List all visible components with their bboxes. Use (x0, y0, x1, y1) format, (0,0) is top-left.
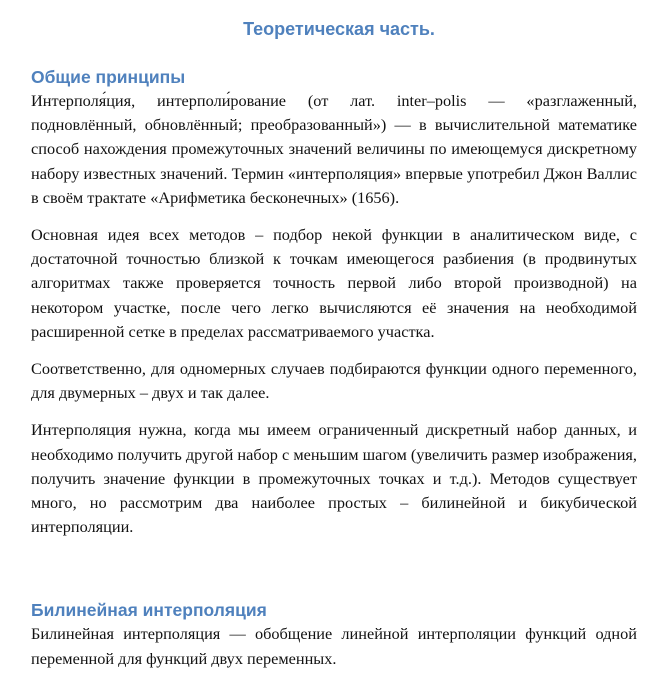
paragraph: Билинейная интерполяция — обобщение линейной интерполяции функций одной переменной для функций двух переменных. (31, 624, 637, 668)
section-general-principles (31, 65, 637, 539)
paragraph: Соответственно, для одномерных случаев подбираются функции одного переменного, для двумерных – двух и так далее. (31, 359, 637, 403)
paragraph: Основная идея всех методов – подбор некой функции в аналитическом виде, с достаточной точностью близкой к точкам имеющегося разбиения (в продвинутых алгоритмах также проверяется точность первой либо второй производной) на некотором участке, после чего легко вычисляются её значения на необходимой расширенной сетке в пределах рассматриваемого участка. (31, 225, 637, 341)
section-heading: Общие принципы (31, 67, 186, 87)
paragraph: Интерполя́ция, интерполи́рование (от лат. inter–polis — «разглаженный, подновлённый, обновлённый; преобразованный») — в вычислительной математике способ нахождения промежуточных значений величины по имеющемуся дискретному набору известных значений. Термин «интерполяция» впервые употребил Джон Валлис в своём трактате «Арифметика бесконечных» (1656). (31, 91, 637, 207)
document-title: Теоретическая часть. (243, 19, 435, 39)
section-bilinear-interpolation (31, 598, 637, 670)
paragraph: Интерполяция нужна, когда мы имеем ограниченный дискретный набор данных, и необходимо получить другой набор с меньшим шагом (увеличить размер изображения, получить значение функции в промежуточных точках и т.д.). Методов существует много, но рассмотрим два наиболее простых – билинейной и бикубической интерполяции. (31, 420, 637, 537)
document-page (31, 0, 637, 671)
section-heading: Билинейная интерполяция (31, 600, 267, 621)
